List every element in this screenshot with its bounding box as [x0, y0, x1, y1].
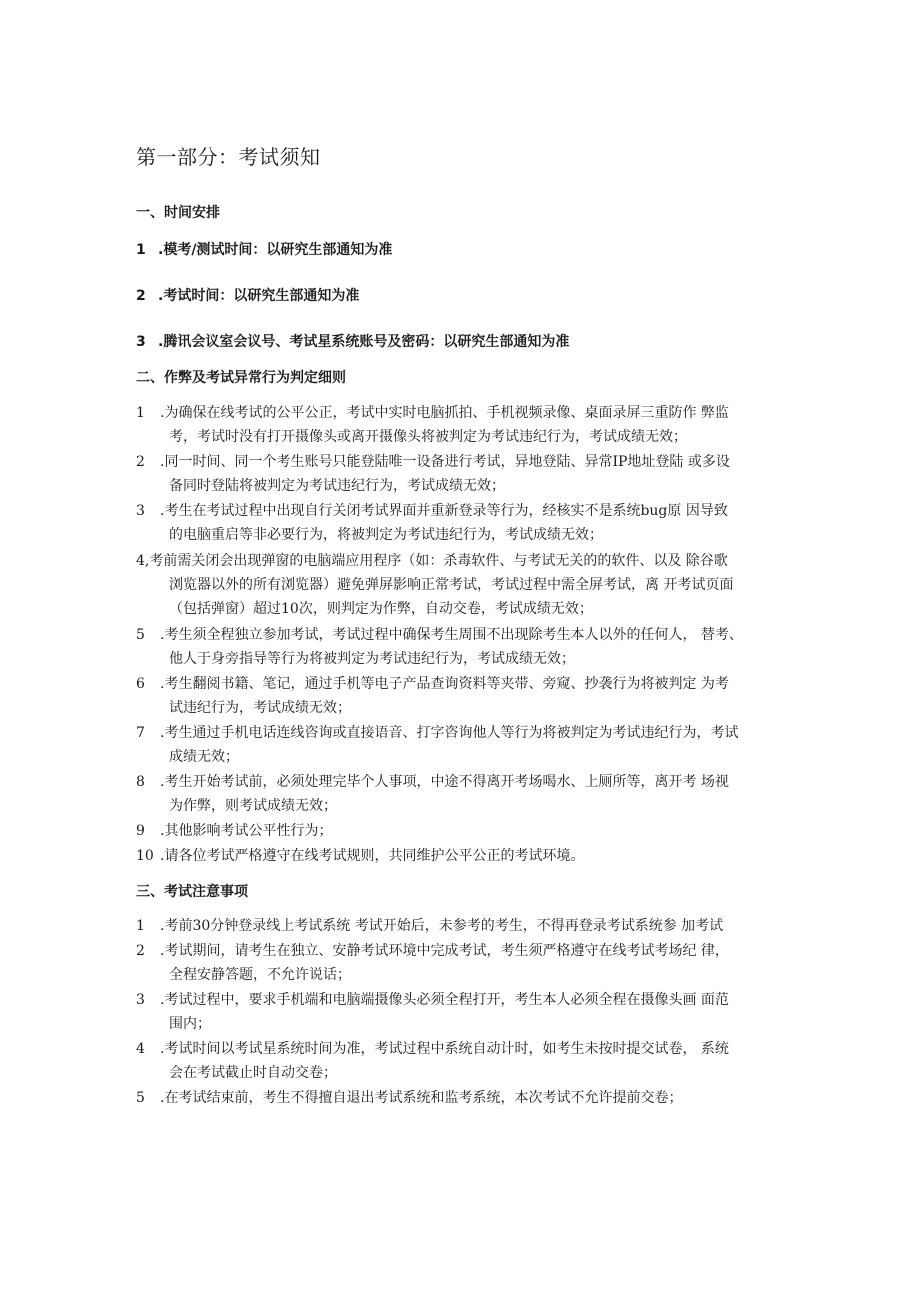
time-item-2 — [136, 285, 359, 305]
section-heading-cheating: 二、作弊及考试异常行为判定细则 — [136, 370, 346, 386]
item-line: （包括弹窗）超过10次，则判定为作弊，自动交卷，考试成绩无效； — [169, 601, 593, 617]
item-line: .考生翻阅书籍、笔记，通过手机等电子产品查询资料等夹带、旁窥、抄袭行为将被判定 为考 — [160, 676, 729, 692]
item-number: 4 — [136, 1041, 145, 1057]
item-number: 3 — [136, 992, 145, 1008]
item-line: .为确保在线考试的公平公正，考试中实时电脑抓拍、手机视频录像、桌面录屏三重防作 弊监 — [160, 405, 729, 421]
item-line: .考生开始考试前，必须处理完毕个人事项，中途不得离开考场喝水、上厕所等，离开考 场视 — [160, 774, 729, 790]
item-text: .模考/测试时间：以研究生部通知为准 — [158, 242, 393, 258]
time-item-3 — [136, 331, 569, 351]
item-number: 2 — [136, 454, 145, 470]
section-heading-notes: 三、考试注意事项 — [136, 884, 248, 900]
item-line: 浏览器以外的所有浏览器）避免弹屏影响正常考试，考试过程中需全屏考试，离 开考试页面 — [169, 577, 734, 593]
item-number: 6 — [136, 676, 145, 692]
item-number: 9 — [136, 823, 145, 839]
item-line: 备同时登陆将被判定为考试违纪行为，考试成绩无效； — [169, 478, 505, 494]
item-line: .在考试结束前，考生不得擅自退出考试系统和监考系统，本次考试不允许提前交卷； — [160, 1090, 683, 1106]
item-line: 成绩无效； — [169, 749, 239, 765]
item-line: .请各位考试严格遵守在线考试规则，共同维护公平公正的考试环境。 — [160, 848, 585, 864]
section-heading-time: 一、时间安排 — [136, 205, 220, 221]
item-line: 为作弊，则考试成绩无效； — [169, 798, 337, 814]
item-line: .考试过程中，要求手机端和电脑端摄像头必须全程打开，考生本人必须全程在摄像头画 面范 — [160, 992, 729, 1008]
item-number: 8 — [136, 774, 145, 790]
item-line: 他人于身旁指导等行为将被判定为考试违纪行为，考试成绩无效； — [169, 651, 575, 667]
item-line: 围内； — [169, 1016, 211, 1032]
item-number: 2 — [136, 943, 145, 959]
item-number: 3 — [136, 503, 145, 519]
time-item-1 — [136, 239, 392, 259]
item-line: .考生在考试过程中出现自行关闭考试界面并重新登录等行为，经核实不是系统bug原 因导致 — [160, 503, 728, 519]
item-text: .考试时间：以研究生部通知为准 — [158, 288, 360, 304]
item-line: .考前30分钟登录线上考试系统 考试开始后，未参考的考生，不得再登录考试系统参 加考试 — [160, 918, 724, 934]
page-title: 第一部分：考试须知 — [136, 145, 321, 169]
item-number: 7 — [136, 725, 145, 741]
item-line: .考试期间，请考生在独立、安静考试环境中完成考试，考生须严格遵守在线考试考场纪 律， — [160, 943, 729, 959]
item-number: 10 — [136, 848, 154, 864]
item-line: .考生须全程独立参加考试，考试过程中确保考生周围不出现除考生本人以外的任何人， 替考、 — [160, 627, 743, 643]
item-text: .腾讯会议室会议号、考试星系统账号及密码：以研究生部通知为准 — [158, 334, 570, 350]
item-line: 全程安静答题，不允许说话； — [169, 967, 351, 983]
item-number: 2 — [136, 288, 146, 304]
item-number: 3 — [136, 334, 146, 350]
item-line: .考试时间以考试星系统时间为准，考试过程中系统自动计时，如考生未按时提交试卷， 系统 — [160, 1041, 729, 1057]
item-line: .考生通过手机电话连线咨询或直接语音、打字咨询他人等行为将被判定为考试违纪行为，考试 — [160, 725, 739, 741]
item-number: 1 — [136, 918, 145, 934]
item-line: .同一时间、同一个考生账号只能登陆唯一设备进行考试，异地登陆、异常IP地址登陆 或多设 — [160, 454, 730, 470]
item-line: 试违纪行为，考试成绩无效； — [169, 700, 351, 716]
item-line: 4,考前需关闭会出现弹窗的电脑端应用程序（如：杀毒软件、与考试无关的的软件、以及 除谷歌 — [136, 553, 728, 569]
item-line: 的电脑重启等非必要行为，将被判定为考试违纪行为，考试成绩无效； — [169, 527, 603, 543]
item-number: 1 — [136, 405, 145, 421]
item-line: 会在考试截止时自动交卷； — [169, 1065, 337, 1081]
item-number: 5 — [136, 1090, 145, 1106]
item-number: 5 — [136, 627, 145, 643]
item-line: 考，考试时没有打开摄像头或离开摄像头将被判定为考试违纪行为，考试成绩无效； — [169, 429, 687, 445]
item-number: 1 — [136, 242, 146, 258]
item-line: .其他影响考试公平性行为； — [160, 823, 333, 839]
